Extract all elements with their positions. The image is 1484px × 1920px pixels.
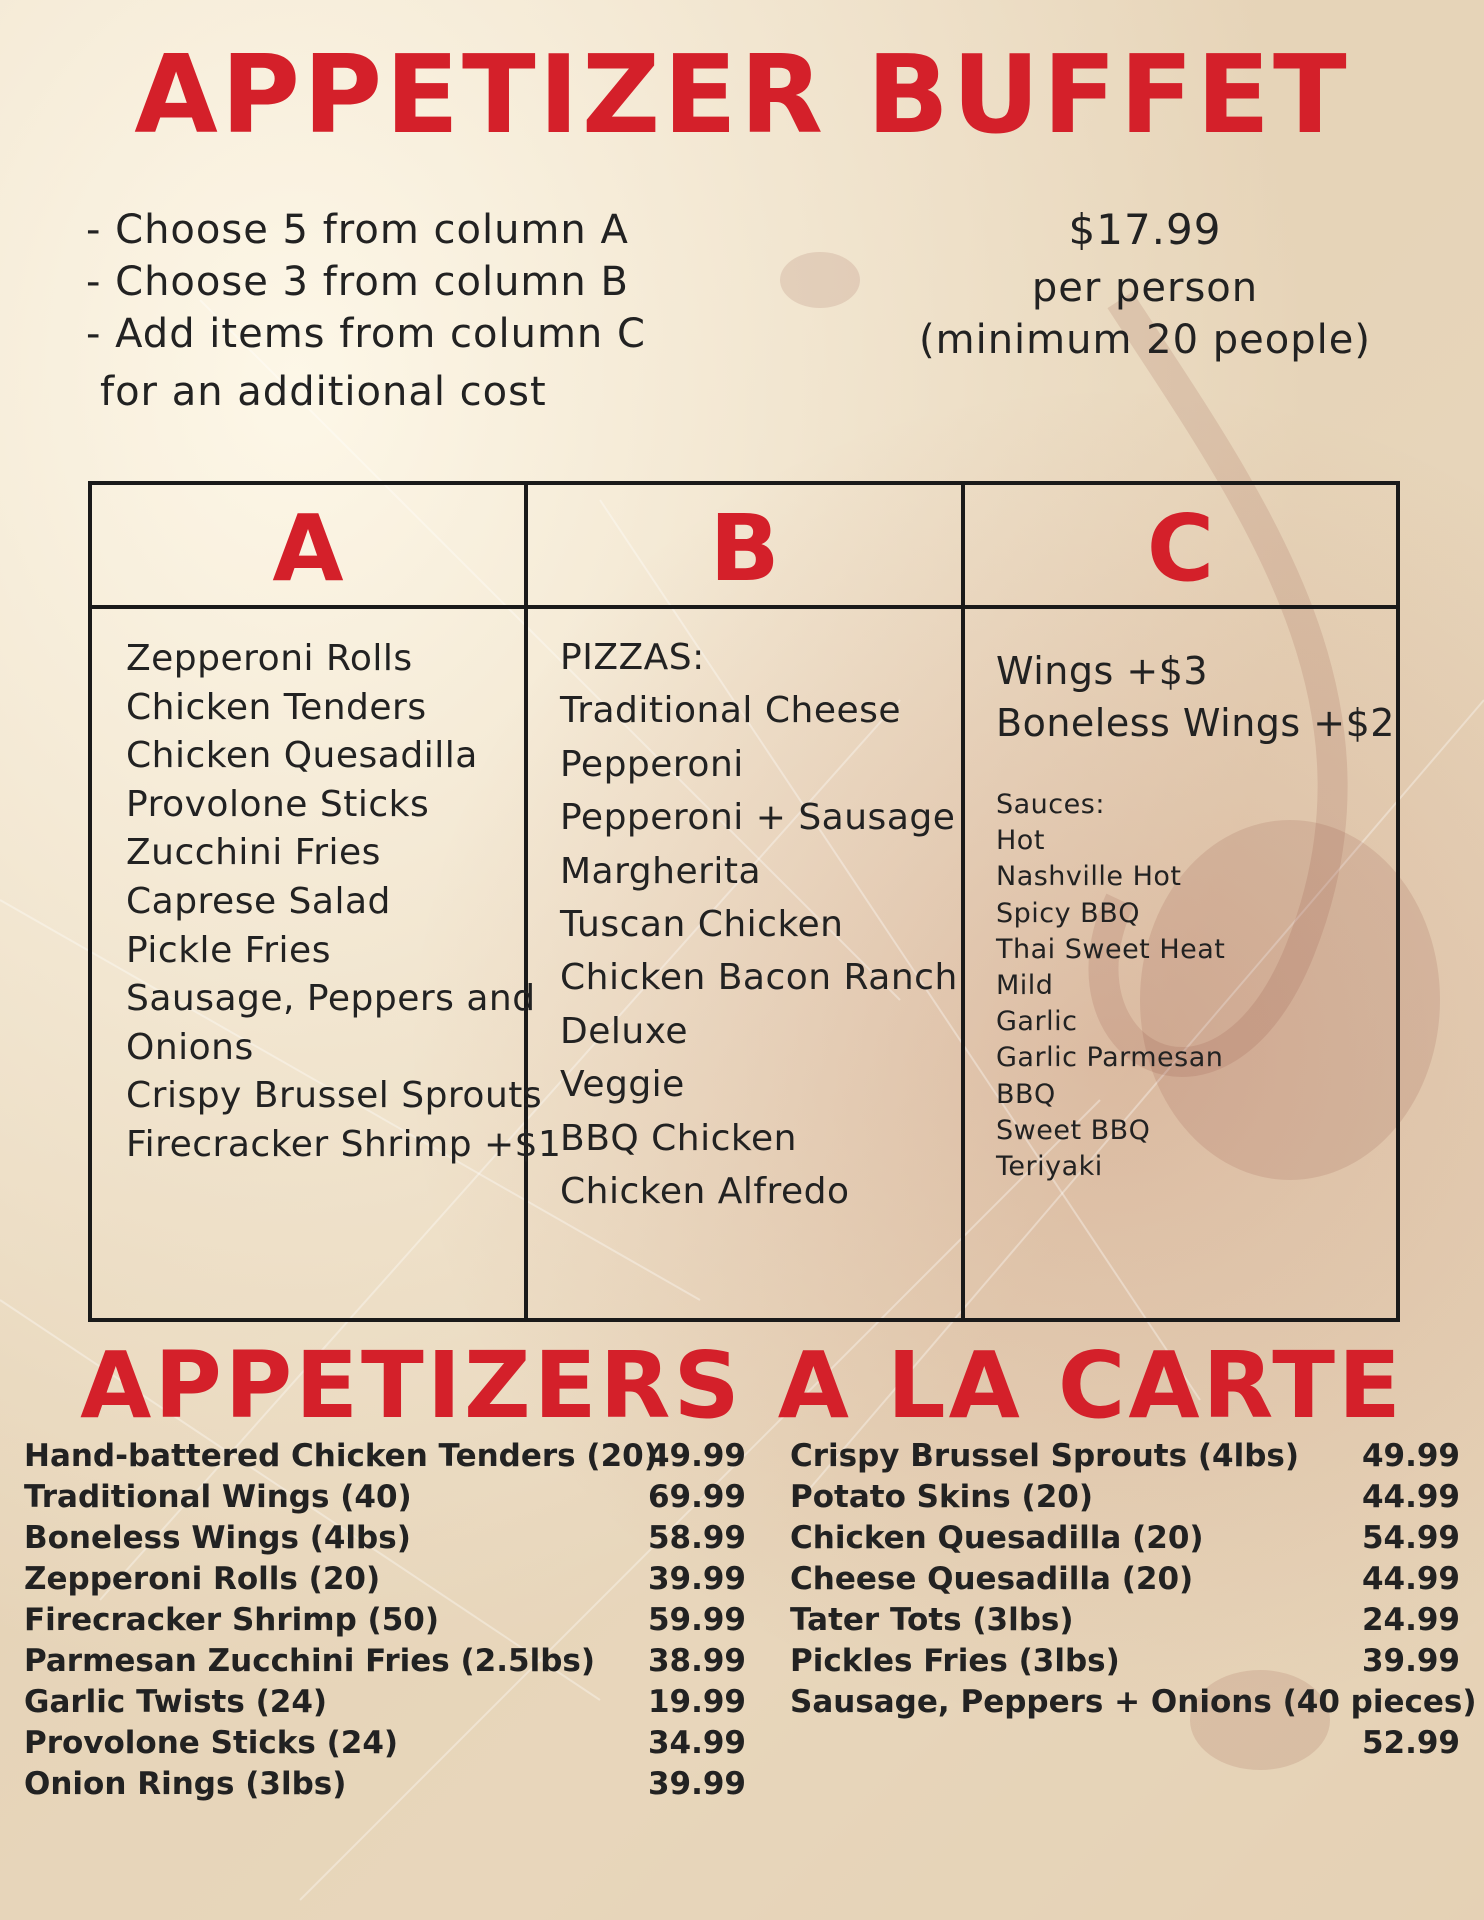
- rule-line: for an additional cost: [100, 369, 547, 415]
- list-item: Provolone Sticks: [126, 783, 430, 825]
- list-item: Margherita: [560, 850, 762, 892]
- list-item: Sausage, Peppers and: [126, 978, 536, 1020]
- list-item: Zepperoni Rolls: [126, 638, 413, 679]
- menu-row: [790, 1518, 1460, 1559]
- item-price: 39.99: [1361, 1643, 1460, 1679]
- item-name: Onion Rings (3lbs): [24, 1766, 347, 1802]
- item-name: Boneless Wings (4lbs): [24, 1520, 411, 1556]
- item-price: 49.99: [647, 1438, 746, 1474]
- list-item: Teriyaki: [996, 1151, 1103, 1183]
- rule-line: - Choose 5 from column A: [86, 207, 629, 253]
- list-item: BBQ Chicken: [560, 1117, 797, 1159]
- item-name: Crispy Brussel Sprouts (4lbs): [790, 1438, 1300, 1474]
- rule-line: - Choose 3 from column B: [86, 259, 629, 305]
- buffet-price: [900, 204, 1390, 366]
- item-name: Traditional Wings (40): [24, 1479, 412, 1515]
- item-name: Provolone Sticks (24): [24, 1725, 399, 1761]
- item-price: 44.99: [1361, 1561, 1460, 1597]
- menu-row: [24, 1641, 746, 1682]
- menu-row: [24, 1477, 746, 1518]
- list-item: Pepperoni + Sausage: [560, 797, 956, 839]
- item-price: 54.99: [1361, 1520, 1460, 1556]
- item-name: Chicken Quesadilla (20): [790, 1520, 1204, 1556]
- menu-row: [24, 1559, 746, 1600]
- buffet-title: APPETIZER BUFFET: [134, 33, 1350, 158]
- list-item: Onions: [126, 1026, 254, 1068]
- menu-row: [24, 1682, 746, 1723]
- item-name: Garlic Twists (24): [24, 1684, 328, 1720]
- list-item: Zucchini Fries: [126, 832, 381, 874]
- menu-row: [24, 1764, 746, 1805]
- column-b-list: [560, 631, 958, 1218]
- list-item: Crispy Brussel Sprouts: [126, 1075, 543, 1117]
- item-price: 52.99: [1361, 1725, 1460, 1761]
- list-item: Thai Sweet Heat: [996, 933, 1226, 965]
- item-name: Firecracker Shrimp (50): [24, 1602, 440, 1638]
- item-price: 58.99: [647, 1520, 746, 1556]
- menu-row: [790, 1723, 1460, 1764]
- column-divider: [961, 485, 965, 1318]
- list-heading: Sauces:: [996, 789, 1105, 820]
- buffet-columns-table: [88, 481, 1400, 1322]
- menu-row: [24, 1436, 746, 1477]
- list-item: Pickle Fries: [126, 929, 331, 971]
- list-item: Veggie: [560, 1064, 685, 1106]
- price-amount: $17.99: [1068, 205, 1222, 254]
- list-item: Hot: [996, 825, 1045, 857]
- item-name: Tater Tots (3lbs): [790, 1602, 1074, 1638]
- a-la-carte-title: APPETIZERS A LA CARTE: [80, 1332, 1404, 1439]
- price-unit: per person: [1031, 265, 1259, 311]
- list-item: Tuscan Chicken: [560, 904, 844, 946]
- item-price: 34.99: [647, 1725, 746, 1761]
- item-price: 39.99: [647, 1561, 746, 1597]
- list-item: Deluxe: [560, 1010, 689, 1052]
- rule-line: - Add items from column C: [86, 311, 646, 357]
- column-c-sauces: [996, 787, 1225, 1185]
- item-price: 44.99: [1361, 1479, 1460, 1515]
- item-price: 59.99: [647, 1602, 746, 1638]
- item-name: Pickles Fries (3lbs): [790, 1643, 1120, 1679]
- a-la-carte-right-list: [790, 1436, 1477, 1764]
- menu-row: [24, 1600, 746, 1641]
- item-price: 69.99: [647, 1479, 746, 1515]
- list-item: Chicken Alfredo: [560, 1171, 850, 1213]
- item-price: 19.99: [647, 1684, 746, 1720]
- buffet-rules: [86, 204, 646, 418]
- list-item: Mild: [996, 970, 1054, 1002]
- list-item: Caprese Salad: [126, 880, 391, 922]
- list-item: Chicken Bacon Ranch: [560, 957, 958, 999]
- item-name: Cheese Quesadilla (20): [790, 1561, 1194, 1597]
- menu-row: [24, 1518, 746, 1559]
- item-name: Potato Skins (20): [790, 1479, 1094, 1515]
- item-price: 39.99: [647, 1766, 746, 1802]
- column-c-header: C: [1146, 495, 1215, 602]
- column-a-header: A: [272, 495, 344, 602]
- item-price: 38.99: [647, 1643, 746, 1679]
- menu-row: [790, 1477, 1460, 1518]
- header-divider: [92, 605, 1396, 609]
- item-name: Parmesan Zucchini Fries (2.5lbs): [24, 1643, 596, 1679]
- menu-row: [790, 1436, 1460, 1477]
- a-la-carte-left-list: [24, 1436, 746, 1805]
- item-price: 24.99: [1361, 1602, 1460, 1638]
- item-name: Hand-battered Chicken Tenders (20): [24, 1438, 658, 1474]
- menu-row: [790, 1682, 1477, 1723]
- list-item: BBQ: [996, 1078, 1056, 1110]
- column-b-header: B: [709, 495, 780, 602]
- list-item: Firecracker Shrimp +$1: [126, 1123, 562, 1165]
- list-item: Spicy BBQ: [996, 897, 1140, 929]
- item-name: Zepperoni Rolls (20): [24, 1561, 381, 1597]
- list-item: Garlic: [996, 1006, 1078, 1038]
- list-item: Nashville Hot: [996, 861, 1182, 893]
- price-minimum: (minimum 20 people): [919, 317, 1371, 363]
- column-a-list: [126, 635, 561, 1170]
- item-name: Sausage, Peppers + Onions (40 pieces): [790, 1684, 1477, 1720]
- list-item: Boneless Wings +$2: [996, 701, 1395, 745]
- list-item: Chicken Quesadilla: [126, 735, 478, 777]
- menu-row: [790, 1559, 1460, 1600]
- list-heading: PIZZAS:: [560, 637, 705, 678]
- menu-row: [24, 1723, 746, 1764]
- list-item: Pepperoni: [560, 743, 744, 785]
- list-item: Wings +$3: [996, 649, 1209, 693]
- item-price: 49.99: [1361, 1438, 1460, 1474]
- list-item: Garlic Parmesan: [996, 1042, 1224, 1074]
- menu-row: [790, 1641, 1460, 1682]
- list-item: Chicken Tenders: [126, 686, 427, 728]
- menu-row: [790, 1600, 1460, 1641]
- column-c-addons: [996, 645, 1395, 749]
- list-item: Traditional Cheese: [560, 690, 902, 732]
- list-item: Sweet BBQ: [996, 1114, 1151, 1146]
